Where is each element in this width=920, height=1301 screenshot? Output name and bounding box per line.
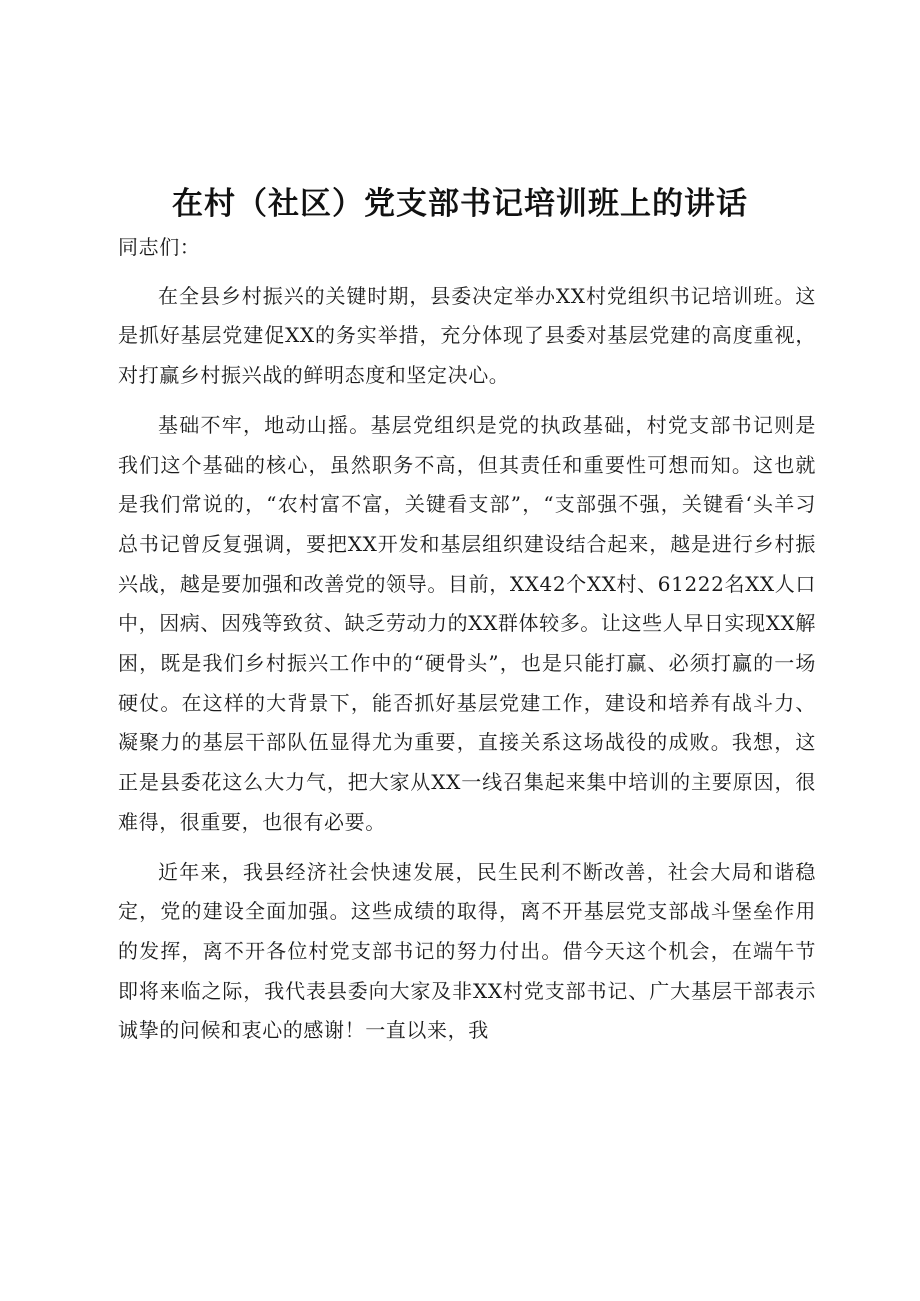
document-title: 在村（社区）党支部书记培训班上的讲话 [172,186,748,222]
paragraph-2: 基础不牢，地动山摇。基层党组织是党的执政基础，村党支部书记则是我们这个基础的核心，虽然职务不高，但其责任和重要性可想而知。这也就是我们常说的，“农村富不富，关键看支部”，“支部强不强，关键看‘头羊习总书记曾反复强调，要把XX开发和基层组织建设结合起来，越是进行乡村振兴战，越是要加强和改善党的领导。目前，XX42个XX村、61222名XX人口中，因病、因残等致贫、缺乏劳动力的XX群体较多。让这些人早日实现XX解困，既是我们乡村振兴工作中的“硬骨头”，也是只能打赢、必须打赢的一场硬仗。在这样的大背景下，能否抓好基层党建工作，建设和培养有战斗力、凝聚力的基层干部队伍显得尤为重要，直接关系这场战役的成败。我想，这正是县委花这么大力气，把大家从XX一线召集起来集中培训的主要原因，很难得，很重要，也很有必要。 [118,412,816,834]
paragraph-1: 在全县乡村振兴的关键时期，县委决定举办XX村党组织书记培训班。这是抓好基层党建促XX的务实举措，充分体现了县委对基层党建的高度重视，对打赢乡村振兴战的鲜明态度和坚定决心。 [118,283,816,388]
salutation: 同志们： [118,235,201,259]
paragraph-3: 近年来，我县经济社会快速发展，民生民利不断改善，社会大局和谐稳定，党的建设全面加强。这些成绩的取得，离不开基层党支部战斗堡垒作用的发挥，离不开各位村党支部书记的努力付出。借今天这个机会，在端午节即将来临之际，我代表县委向大家及非XX村党支部书记、广大基层干部表示诚挚的问候和衷心的感谢！一直以来，我 [118,859,816,1043]
document-body [118,228,816,1061]
